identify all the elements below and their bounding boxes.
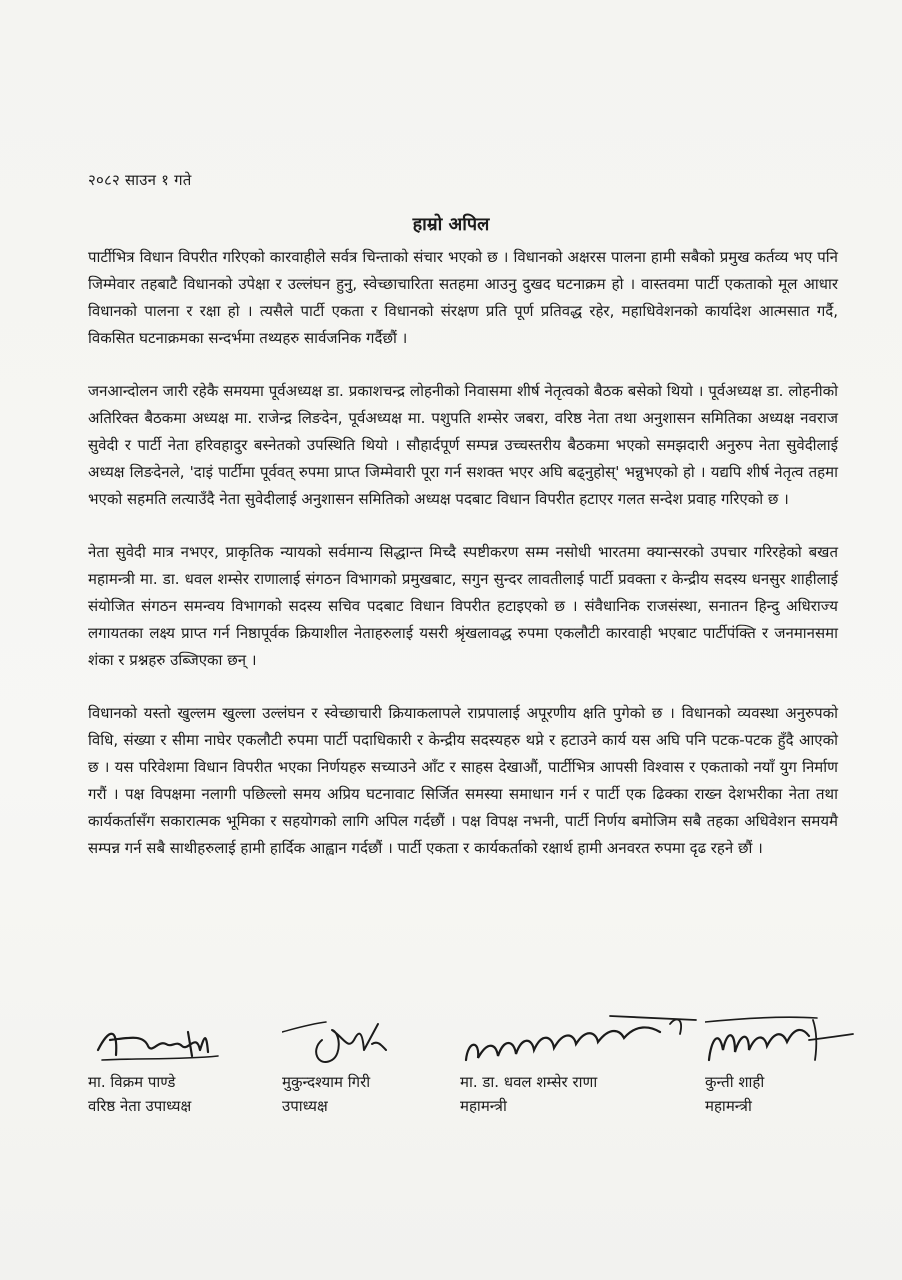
signatory-title-1: वरिष्ठ नेता उपाध्यक्ष [88,1097,192,1115]
signatory-title-4: महामन्त्री [705,1097,752,1115]
handwritten-signature-1 [88,1010,238,1070]
paragraph-3: नेता सुवेदी मात्र नभएर, प्राकृतिक न्यायको सर्वमान्य सिद्धान्त मिच्दै स्पष्टीकरण सम्म नसोधी भारतमा क्यान्सरको उपचार गरिरहेको बखत महामन्त्री मा. डा. धवल शम्सेर राणालाई संगठन विभागको प्रमुखबाट, सगुन सुन्दर लावतीलाई पार्टी प्रवक्ता र केन्द्रीय सदस्य धनसुर शाहीलाई संयोजित संगठन समन्वय विभागको सदस्य सचिव पदबाट विधान विपरीत हटाइएको छ । संवैधानिक राजसंस्था, सनातन हिन्दु अधिराज्य लगायतका लक्ष्य प्राप्त गर्न निष्ठापूर्वक क्रियाशील नेताहरुलाई यसरी श्रृंखलावद्ध रुपमा एकलौटी कारवाही भएबाट पार्टीपंक्ति र जनमानसमा शंका र प्रश्नहरु उब्जिएका छन् । [88,543,838,669]
handwritten-signature-3 [460,1010,700,1070]
signature-block-1 [88,1010,238,1118]
signatory-name-2: मुकुन्दश्याम गिरी [282,1073,371,1091]
letter-body [88,244,838,888]
signatory-title-2: उपाध्यक्ष [282,1097,328,1115]
letter-date: २०८२ साउन १ गते [88,171,192,189]
paragraph-1: पार्टीभित्र विधान विपरीत गरिएको कारवाहीले सर्वत्र चिन्ताको संचार भएको छ । विधानको अक्षरस पालना हामी सबैको प्रमुख कर्तव्य भए पनि जिम्मेवार तहबाटै विधानको उपेक्षा र उल्लंघन हुनु, स्वेच्छाचारिता सतहमा आउनु दुखद घटनाक्रम हो । वास्तवमा पार्टी एकताको मूल आधार विधानको पालना र रक्षा हो । त्यसैले पार्टी एकता र विधानको संरक्षण प्रति पूर्ण प्रतिवद्ध रहेर, महाधिवेशनको कार्यादेश आत्मसात गर्दै, विकसित घटनाक्रमका सन्दर्भमा तथ्यहरु सार्वजनिक गर्दैछौं । [88,248,838,347]
paragraph-2: जनआन्दोलन जारी रहेकै समयमा पूर्वअध्यक्ष डा. प्रकाशचन्द्र लोहनीको निवासमा शीर्ष नेतृत्वको बैठक बसेको थियो । पूर्वअध्यक्ष डा. लोहनीको अतिरिक्त बैठकमा अध्यक्ष मा. राजेन्द्र लिङदेन, पूर्वअध्यक्ष मा. पशुपति शम्सेर जबरा, वरिष्ठ नेता तथा अनुशासन समितिका अध्यक्ष नवराज सुवेदी र पार्टी नेता हरिवहादुर बस्नेतको उपस्थिति थियो । सौहार्दपूर्ण सम्पन्न उच्चस्तरीय बैठकमा भएको समझदारी अनुरुप नेता सुवेदीलाई अध्यक्ष लिङदेनले, 'दाइं पार्टीमा पूर्ववत् रुपमा प्राप्त जिम्मेवारी पूरा गर्न सशक्त भएर अघि बढ्नुहोस्' भन्नुभएको हो । यद्यपि शीर्ष नेतृत्व तहमा भएको सहमति लत्याउँदै नेता सुवेदीलाई अनुशासन समितिको अध्यक्ष पदबाट विधान विपरीत हटाएर गलत सन्देश प्रवाह गरिएको छ । [88,382,838,508]
handwritten-signature-4 [705,1010,855,1070]
paragraph-4: विधानको यस्तो खुल्लम खुल्ला उल्लंघन र स्वेच्छाचारी क्रियाकलापले राप्रपालाई अपूरणीय क्षति पुगेको छ । विधानको व्यवस्था अनुरुपको विधि, संख्या र सीमा नाघेर एकलौटी रुपमा पार्टी पदाधिकारी र केन्द्रीय सदस्यहरु थप्ने र हटाउने कार्य यस अघि पनि पटक-पटक हुँदै आएको छ । यस परिवेशमा विधान विपरीत भएका निर्णयहरु सच्याउने आँट र साहस देखाऔं, पार्टीभित्र आपसी विश्वास र एकताको नयाँ युग निर्माण गरौं । पक्ष विपक्षमा नलागी पछिल्लो समय अप्रिय घटनावाट सिर्जित समस्या समाधान गर्न र पार्टी एक ढिक्का राख्न देशभरीका नेता तथा कार्यकर्तासँग सकारात्मक भूमिका र सहयोगको लागि अपिल गर्दछौं । पक्ष विपक्ष नभनी, पार्टी निर्णय बमोजिम सबै तहका अधिवेशन समयमै सम्पन्न गर्न सबै साथीहरुलाई हामी हार्दिक आह्वान गर्दछौं । पार्टी एकता र कार्यकर्ताको रक्षार्थ हामी अनवरत रुपमा दृढ रहने छौं । [88,704,838,857]
letter-title: हाम्रो अपिल [412,214,490,235]
signatory-name-4: कुन्ती शाही [705,1073,765,1091]
signatory-title-3: महामन्त्री [460,1097,507,1115]
signature-block-2 [282,1010,432,1118]
signature-block-3 [460,1010,700,1118]
signatory-name-3: मा. डा. धवल शम्सेर राणा [460,1073,598,1091]
signatory-name-1: मा. विक्रम पाण्डे [88,1073,176,1091]
signature-block-4 [705,1010,855,1118]
handwritten-signature-2 [282,1010,432,1070]
